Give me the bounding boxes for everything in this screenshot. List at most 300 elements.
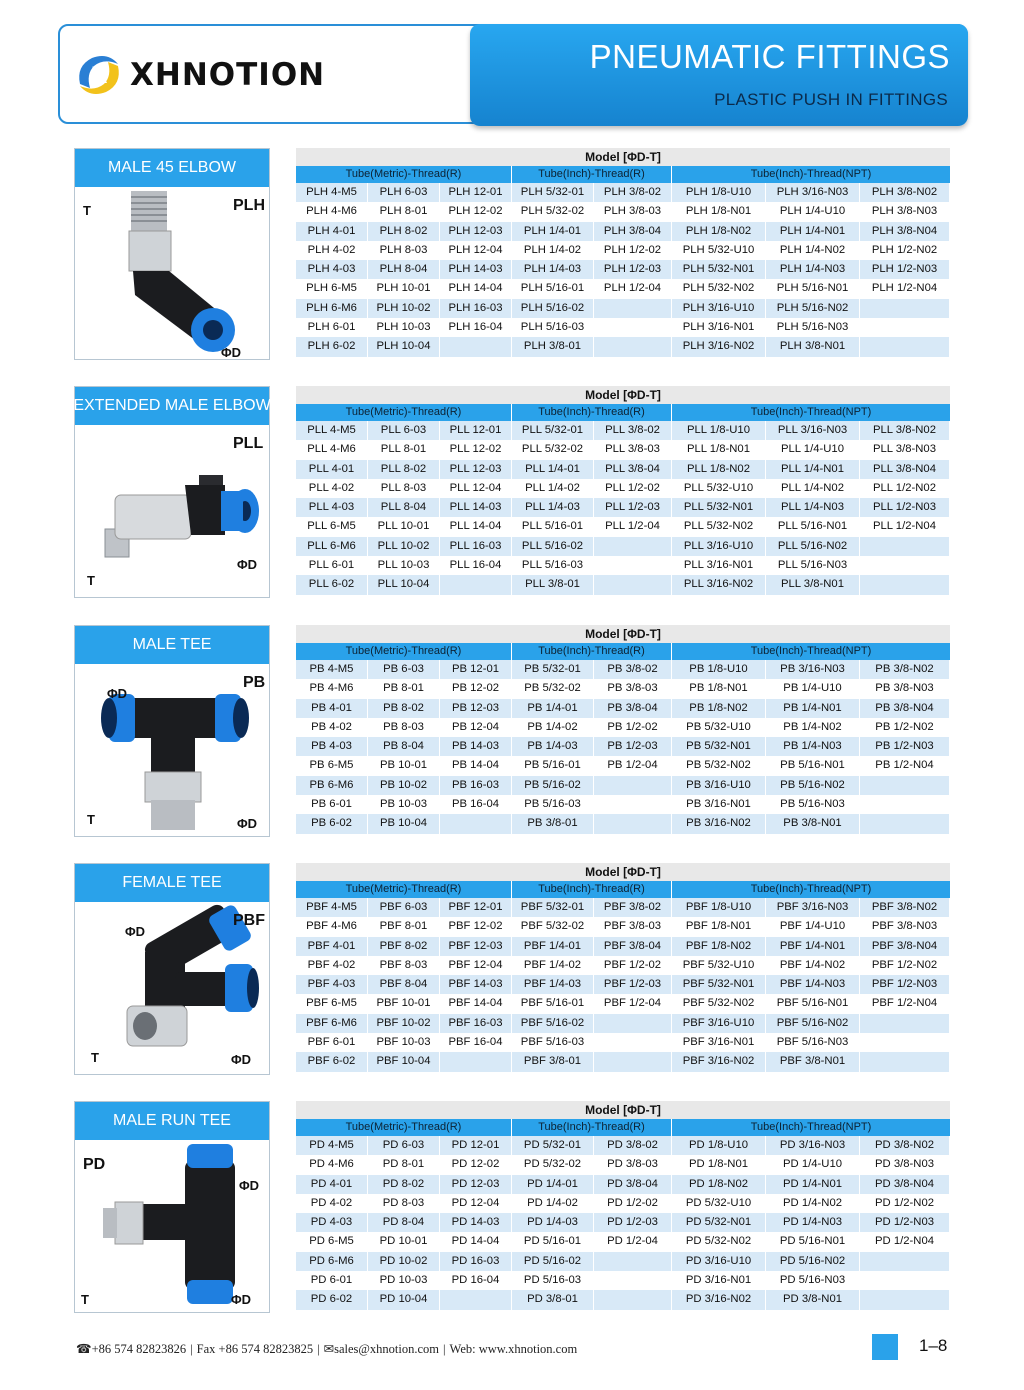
table-cell: PLH 5/32-01 (512, 183, 594, 202)
table-cell (860, 556, 950, 575)
table-cell: PLH 3/16-N02 (672, 337, 766, 356)
table-cell: PLL 6-03 (368, 421, 440, 440)
table-cell (594, 1033, 672, 1052)
table-cell (594, 1252, 672, 1271)
table-cell: PD 1/2-N03 (860, 1213, 950, 1232)
table-cell: PBF 6-02 (296, 1052, 368, 1071)
table-cell: PLH 5/32-N01 (672, 260, 766, 279)
table-row (296, 279, 950, 298)
table-row (296, 498, 950, 517)
table-cell: PBF 16-04 (440, 1033, 512, 1052)
table-cell: PBF 12-03 (440, 937, 512, 956)
tube-diameter-label: ΦD (231, 1292, 252, 1307)
table-cell: PLL 5/16-N01 (766, 517, 860, 536)
table-cell: PBF 4-02 (296, 956, 368, 975)
table-cell: PB 3/8-04 (594, 699, 672, 718)
table-cell (440, 337, 512, 356)
table-cell: PB 6-M6 (296, 776, 368, 795)
table-cell: PBF 3/8-N02 (860, 898, 950, 917)
table-cell: PD 16-04 (440, 1271, 512, 1290)
table-cell: PB 1/8-N01 (672, 679, 766, 698)
table-row (296, 660, 950, 679)
table-cell: PLL 3/8-N01 (766, 575, 860, 594)
model-header: Model [ΦD-T] (296, 863, 950, 881)
table-cell: PLL 1/2-04 (594, 517, 672, 536)
table-cell: PB 8-02 (368, 699, 440, 718)
table-cell (440, 814, 512, 833)
group-metric-r: Tube(Metric)-Thread(R) (296, 1119, 512, 1136)
product-title: MALE RUN TEE (75, 1102, 269, 1140)
table-cell: PLH 3/16-N01 (672, 318, 766, 337)
tube-diameter-label: ΦD (237, 557, 258, 572)
tube-diameter-label: ΦD (125, 924, 146, 939)
table-cell: PD 12-02 (440, 1155, 512, 1174)
table-cell: PBF 12-01 (440, 898, 512, 917)
table-cell: PD 1/4-02 (512, 1194, 594, 1213)
table-cell: PLL 4-02 (296, 479, 368, 498)
table-cell: PLL 1/8-U10 (672, 421, 766, 440)
table-cell: PBF 1/2-04 (594, 994, 672, 1013)
table-cell: PLL 5/32-N02 (672, 517, 766, 536)
table-cell (860, 337, 950, 356)
table-cell (860, 1252, 950, 1271)
table-cell: PBF 3/16-N02 (672, 1052, 766, 1071)
table-cell: PLH 3/8-N04 (860, 222, 950, 241)
table-row (296, 1175, 950, 1194)
table-cell (594, 575, 672, 594)
table-cell: PBF 3/8-03 (594, 917, 672, 936)
table-cell: PBF 3/8-02 (594, 898, 672, 917)
table-cell: PLL 5/16-03 (512, 556, 594, 575)
table-cell: PD 5/32-U10 (672, 1194, 766, 1213)
product-title: EXTENDED MALE ELBOW (75, 387, 269, 425)
table-cell (860, 1271, 950, 1290)
table-cell: PLH 5/32-02 (512, 202, 594, 221)
table-cell: PLH 4-03 (296, 260, 368, 279)
table-cell: PLL 6-M5 (296, 517, 368, 536)
table-cell: PLH 1/4-U10 (766, 202, 860, 221)
table-cell: PLH 1/2-03 (594, 260, 672, 279)
table-cell: PB 1/4-02 (512, 718, 594, 737)
table-cell: PLH 3/16-U10 (672, 299, 766, 318)
table-cell: PLH 1/4-03 (512, 260, 594, 279)
table-cell: PD 3/8-N02 (860, 1136, 950, 1155)
table-cell: PBF 3/8-01 (512, 1052, 594, 1071)
table-cell: PBF 16-03 (440, 1014, 512, 1033)
model-table (296, 625, 950, 834)
table-cell: PD 1/2-N02 (860, 1194, 950, 1213)
model-header: Model [ΦD-T] (296, 386, 950, 404)
table-cell: PD 1/2-04 (594, 1232, 672, 1251)
model-table (296, 148, 950, 357)
table-cell: PLH 12-03 (440, 222, 512, 241)
table-cell: PB 12-02 (440, 679, 512, 698)
tube-diameter-label: ΦD (239, 1178, 260, 1193)
table-cell: PLL 8-01 (368, 440, 440, 459)
tube-diameter-label: ΦD (231, 1052, 252, 1067)
table-cell: PB 14-04 (440, 756, 512, 775)
table-cell: PLH 5/16-N03 (766, 318, 860, 337)
table-cell: PLL 1/2-N02 (860, 479, 950, 498)
table-row (296, 479, 950, 498)
table-cell: PBF 3/8-N01 (766, 1052, 860, 1071)
table-cell: PD 3/8-02 (594, 1136, 672, 1155)
brand-name: XHNOTION (130, 57, 326, 93)
table-cell: PD 5/32-N01 (672, 1213, 766, 1232)
table-cell: PBF 14-04 (440, 994, 512, 1013)
table-cell: PBF 6-M5 (296, 994, 368, 1013)
table-cell: PD 3/8-N04 (860, 1175, 950, 1194)
table-cell: PD 12-04 (440, 1194, 512, 1213)
table-cell: PD 5/16-01 (512, 1232, 594, 1251)
model-table (296, 863, 950, 1072)
group-inch-r: Tube(Inch)-Thread(R) (512, 643, 672, 660)
table-cell (440, 575, 512, 594)
table-cell (594, 337, 672, 356)
table-row (296, 1271, 950, 1290)
table-row (296, 814, 950, 833)
table-cell: PLL 1/2-03 (594, 498, 672, 517)
model-table (296, 386, 950, 595)
group-inch-r: Tube(Inch)-Thread(R) (512, 1119, 672, 1136)
table-cell: PLH 1/4-01 (512, 222, 594, 241)
table-cell: PD 12-01 (440, 1136, 512, 1155)
table-cell: PB 5/32-01 (512, 660, 594, 679)
table-cell: PBF 12-02 (440, 917, 512, 936)
table-cell: PLH 3/8-04 (594, 222, 672, 241)
table-cell: PLL 6-01 (296, 556, 368, 575)
table-cell: PLH 8-03 (368, 241, 440, 260)
table-cell: PLL 12-04 (440, 479, 512, 498)
table-cell: PD 4-03 (296, 1213, 368, 1232)
brand-logo (74, 50, 325, 100)
table-cell: PD 3/8-01 (512, 1290, 594, 1309)
table-cell: PBF 1/4-N01 (766, 937, 860, 956)
table-cell (860, 776, 950, 795)
table-cell: PBF 1/2-N04 (860, 994, 950, 1013)
table-cell: PLH 6-03 (368, 183, 440, 202)
table-cell: PBF 10-04 (368, 1052, 440, 1071)
footer-web[interactable]: Web: www.xhnotion.com (449, 1341, 578, 1356)
table-cell (440, 1290, 512, 1309)
product-code: PD (83, 1156, 106, 1173)
table-cell: PBF 4-M5 (296, 898, 368, 917)
table-cell: PBF 8-03 (368, 956, 440, 975)
table-cell: PB 6-01 (296, 795, 368, 814)
table-body (296, 1136, 950, 1310)
table-cell: PLL 1/4-N01 (766, 460, 860, 479)
page-marker (872, 1334, 898, 1360)
table-cell: PD 4-01 (296, 1175, 368, 1194)
table-row (296, 679, 950, 698)
page-title: PNEUMATIC FITTINGS (589, 38, 950, 75)
table-cell: PD 10-04 (368, 1290, 440, 1309)
table-cell: PLL 3/16-U10 (672, 537, 766, 556)
table-cell: PD 8-01 (368, 1155, 440, 1174)
table-cell: PD 5/32-01 (512, 1136, 594, 1155)
table-cell: PLH 4-01 (296, 222, 368, 241)
table-row (296, 937, 950, 956)
table-cell: PBF 1/4-03 (512, 975, 594, 994)
footer-email[interactable]: sales@xhnotion.com (334, 1341, 439, 1356)
table-cell: PBF 5/32-U10 (672, 956, 766, 975)
table-cell: PD 6-M5 (296, 1232, 368, 1251)
product-code: PLL (233, 435, 264, 452)
table-row (296, 318, 950, 337)
table-row (296, 222, 950, 241)
table-cell: PB 10-04 (368, 814, 440, 833)
table-cell: PD 12-03 (440, 1175, 512, 1194)
table-cell: PB 1/4-U10 (766, 679, 860, 698)
table-cell: PD 6-03 (368, 1136, 440, 1155)
tube-diameter-label: ΦD (107, 686, 128, 701)
table-row (296, 795, 950, 814)
table-cell: PD 3/8-03 (594, 1155, 672, 1174)
thread-label: T (91, 1050, 99, 1065)
group-header (296, 1119, 950, 1136)
table-cell: PLH 10-04 (368, 337, 440, 356)
table-row (296, 776, 950, 795)
table-cell: PLH 6-02 (296, 337, 368, 356)
table-row (296, 299, 950, 318)
table-cell: PBF 1/8-N02 (672, 937, 766, 956)
table-cell: PLH 14-04 (440, 279, 512, 298)
table-cell: PB 3/8-N01 (766, 814, 860, 833)
table-cell: PB 4-M5 (296, 660, 368, 679)
group-inch-r: Tube(Inch)-Thread(R) (512, 881, 672, 898)
table-cell: PB 3/16-N01 (672, 795, 766, 814)
table-cell: PLH 3/8-N02 (860, 183, 950, 202)
table-cell: PD 1/4-03 (512, 1213, 594, 1232)
table-cell: PLL 1/4-03 (512, 498, 594, 517)
table-cell: PLL 6-02 (296, 575, 368, 594)
group-header (296, 881, 950, 898)
table-cell: PLL 5/32-01 (512, 421, 594, 440)
table-cell: PB 16-04 (440, 795, 512, 814)
table-row (296, 1194, 950, 1213)
table-cell: PD 1/8-U10 (672, 1136, 766, 1155)
table-cell: PLL 3/8-04 (594, 460, 672, 479)
table-cell: PLL 1/4-U10 (766, 440, 860, 459)
table-cell: PBF 5/32-02 (512, 917, 594, 936)
table-row (296, 898, 950, 917)
table-cell: PB 5/16-N01 (766, 756, 860, 775)
table-row (296, 1052, 950, 1071)
table-row (296, 1014, 950, 1033)
table-cell: PD 6-02 (296, 1290, 368, 1309)
table-cell: PB 8-04 (368, 737, 440, 756)
table-cell (594, 1052, 672, 1071)
table-cell: PB 3/8-N03 (860, 679, 950, 698)
table-cell: PLL 16-03 (440, 537, 512, 556)
table-cell: PLH 5/16-N02 (766, 299, 860, 318)
table-cell (440, 1052, 512, 1071)
table-cell: PLH 16-03 (440, 299, 512, 318)
table-cell: PLL 1/4-02 (512, 479, 594, 498)
group-metric-r: Tube(Metric)-Thread(R) (296, 643, 512, 660)
table-cell: PLH 1/8-N01 (672, 202, 766, 221)
mail-icon: ✉ (323, 1342, 335, 1356)
table-cell: PLL 16-04 (440, 556, 512, 575)
table-cell: PB 3/8-N02 (860, 660, 950, 679)
table-cell: PLH 14-03 (440, 260, 512, 279)
table-cell: PLL 10-02 (368, 537, 440, 556)
table-cell: PBF 6-M6 (296, 1014, 368, 1033)
table-cell: PBF 4-03 (296, 975, 368, 994)
table-cell: PLL 4-M5 (296, 421, 368, 440)
group-metric-r: Tube(Metric)-Thread(R) (296, 404, 512, 421)
table-cell: PD 1/4-N01 (766, 1175, 860, 1194)
table-cell: PD 8-02 (368, 1175, 440, 1194)
table-cell: PB 5/16-02 (512, 776, 594, 795)
table-row (296, 1213, 950, 1232)
table-cell (860, 299, 950, 318)
table-cell: PBF 12-04 (440, 956, 512, 975)
table-cell: PB 3/8-N04 (860, 699, 950, 718)
table-cell: PLH 1/2-N02 (860, 241, 950, 260)
table-cell (594, 318, 672, 337)
table-cell: PB 3/8-01 (512, 814, 594, 833)
table-cell: PLH 5/32-U10 (672, 241, 766, 260)
table-cell (594, 776, 672, 795)
table-cell: PLL 1/4-N02 (766, 479, 860, 498)
table-cell: PD 10-03 (368, 1271, 440, 1290)
table-row (296, 556, 950, 575)
table-cell: PLL 14-03 (440, 498, 512, 517)
table-cell: PLL 10-04 (368, 575, 440, 594)
table-cell (594, 537, 672, 556)
table-cell: PB 3/8-03 (594, 679, 672, 698)
table-cell: PLH 3/8-03 (594, 202, 672, 221)
table-body (296, 898, 950, 1072)
table-body (296, 183, 950, 357)
table-row (296, 1033, 950, 1052)
product-title: MALE 45 ELBOW (75, 149, 269, 187)
page-number: 1–8 (919, 1336, 948, 1355)
table-cell: PBF 5/16-N01 (766, 994, 860, 1013)
table-cell: PBF 1/4-N03 (766, 975, 860, 994)
model-header: Model [ΦD-T] (296, 1101, 950, 1119)
table-cell (594, 814, 672, 833)
table-cell: PLL 1/2-N04 (860, 517, 950, 536)
group-inch-npt: Tube(Inch)-Thread(NPT) (750, 645, 872, 657)
table-row (296, 421, 950, 440)
table-cell: PLH 5/32-N02 (672, 279, 766, 298)
thread-label: T (83, 203, 91, 218)
table-cell: PLL 3/8-N03 (860, 440, 950, 459)
table-cell: PLH 12-01 (440, 183, 512, 202)
table-cell: PD 3/16-U10 (672, 1252, 766, 1271)
xhnotion-logo-icon (74, 50, 124, 100)
table-cell: PD 10-01 (368, 1232, 440, 1251)
product-section (0, 863, 1024, 1093)
table-cell: PB 10-02 (368, 776, 440, 795)
table-cell: PLL 1/4-01 (512, 460, 594, 479)
group-inch-r: Tube(Inch)-Thread(R) (512, 166, 672, 183)
model-header: Model [ΦD-T] (296, 625, 950, 643)
table-row (296, 699, 950, 718)
table-cell: PBF 5/16-01 (512, 994, 594, 1013)
phone-icon: ☎ (76, 1342, 92, 1356)
table-cell: PLL 5/32-02 (512, 440, 594, 459)
table-cell: PLH 10-03 (368, 318, 440, 337)
table-cell: PLH 3/8-N01 (766, 337, 860, 356)
table-cell: PLH 1/2-N04 (860, 279, 950, 298)
table-cell: PBF 1/8-N01 (672, 917, 766, 936)
table-cell: PD 5/16-02 (512, 1252, 594, 1271)
group-inch-npt: Tube(Inch)-Thread(NPT) (750, 883, 872, 895)
table-cell: PBF 8-01 (368, 917, 440, 936)
table-cell: PD 1/2-N04 (860, 1232, 950, 1251)
table-cell: PBF 4-M6 (296, 917, 368, 936)
table-cell: PLH 1/2-02 (594, 241, 672, 260)
table-cell: PLL 1/2-N03 (860, 498, 950, 517)
table-cell: PBF 1/4-N02 (766, 956, 860, 975)
tube-diameter-label: ΦD (237, 816, 258, 831)
table-cell: PB 4-03 (296, 737, 368, 756)
table-row (296, 202, 950, 221)
table-row (296, 994, 950, 1013)
table-cell: PLL 3/16-N02 (672, 575, 766, 594)
table-cell: PLH 6-M6 (296, 299, 368, 318)
table-cell (860, 1014, 950, 1033)
table-cell: PB 1/4-N01 (766, 699, 860, 718)
table-cell: PLH 1/2-N03 (860, 260, 950, 279)
page-subtitle: PLASTIC PUSH IN FITTINGS (714, 90, 948, 109)
table-cell: PBF 3/8-N03 (860, 917, 950, 936)
table-cell (860, 318, 950, 337)
table-cell: PB 4-02 (296, 718, 368, 737)
product-card (74, 386, 270, 598)
table-cell: PD 3/16-N03 (766, 1136, 860, 1155)
table-body (296, 660, 950, 834)
table-row (296, 337, 950, 356)
table-cell: PBF 6-03 (368, 898, 440, 917)
table-cell: PLL 8-02 (368, 460, 440, 479)
table-cell: PLH 3/8-02 (594, 183, 672, 202)
table-cell: PLL 5/16-01 (512, 517, 594, 536)
table-cell: PBF 5/32-N01 (672, 975, 766, 994)
table-cell: PBF 1/8-U10 (672, 898, 766, 917)
table-cell: PLL 5/16-02 (512, 537, 594, 556)
table-cell: PBF 5/16-02 (512, 1014, 594, 1033)
table-cell: PLL 1/8-N01 (672, 440, 766, 459)
table-row (296, 260, 950, 279)
thread-label: T (87, 573, 95, 588)
table-row (296, 956, 950, 975)
table-cell (860, 1033, 950, 1052)
model-header: Model [ΦD-T] (296, 148, 950, 166)
table-cell: PD 8-04 (368, 1213, 440, 1232)
table-cell: PLL 5/32-N01 (672, 498, 766, 517)
table-cell: PD 6-01 (296, 1271, 368, 1290)
table-cell: PD 14-04 (440, 1232, 512, 1251)
product-card (74, 1101, 270, 1313)
table-cell (860, 1052, 950, 1071)
table-cell: PLH 1/4-N02 (766, 241, 860, 260)
title-banner (470, 24, 968, 126)
table-cell: PBF 3/8-04 (594, 937, 672, 956)
table-cell: PLH 8-01 (368, 202, 440, 221)
table-cell: PD 1/4-U10 (766, 1155, 860, 1174)
table-cell: PB 8-01 (368, 679, 440, 698)
table-cell: PLL 8-03 (368, 479, 440, 498)
table-cell: PLH 5/16-03 (512, 318, 594, 337)
table-cell: PLH 4-M6 (296, 202, 368, 221)
table-cell: PB 16-03 (440, 776, 512, 795)
table-cell: PBF 3/16-N03 (766, 898, 860, 917)
table-cell: PLL 8-04 (368, 498, 440, 517)
